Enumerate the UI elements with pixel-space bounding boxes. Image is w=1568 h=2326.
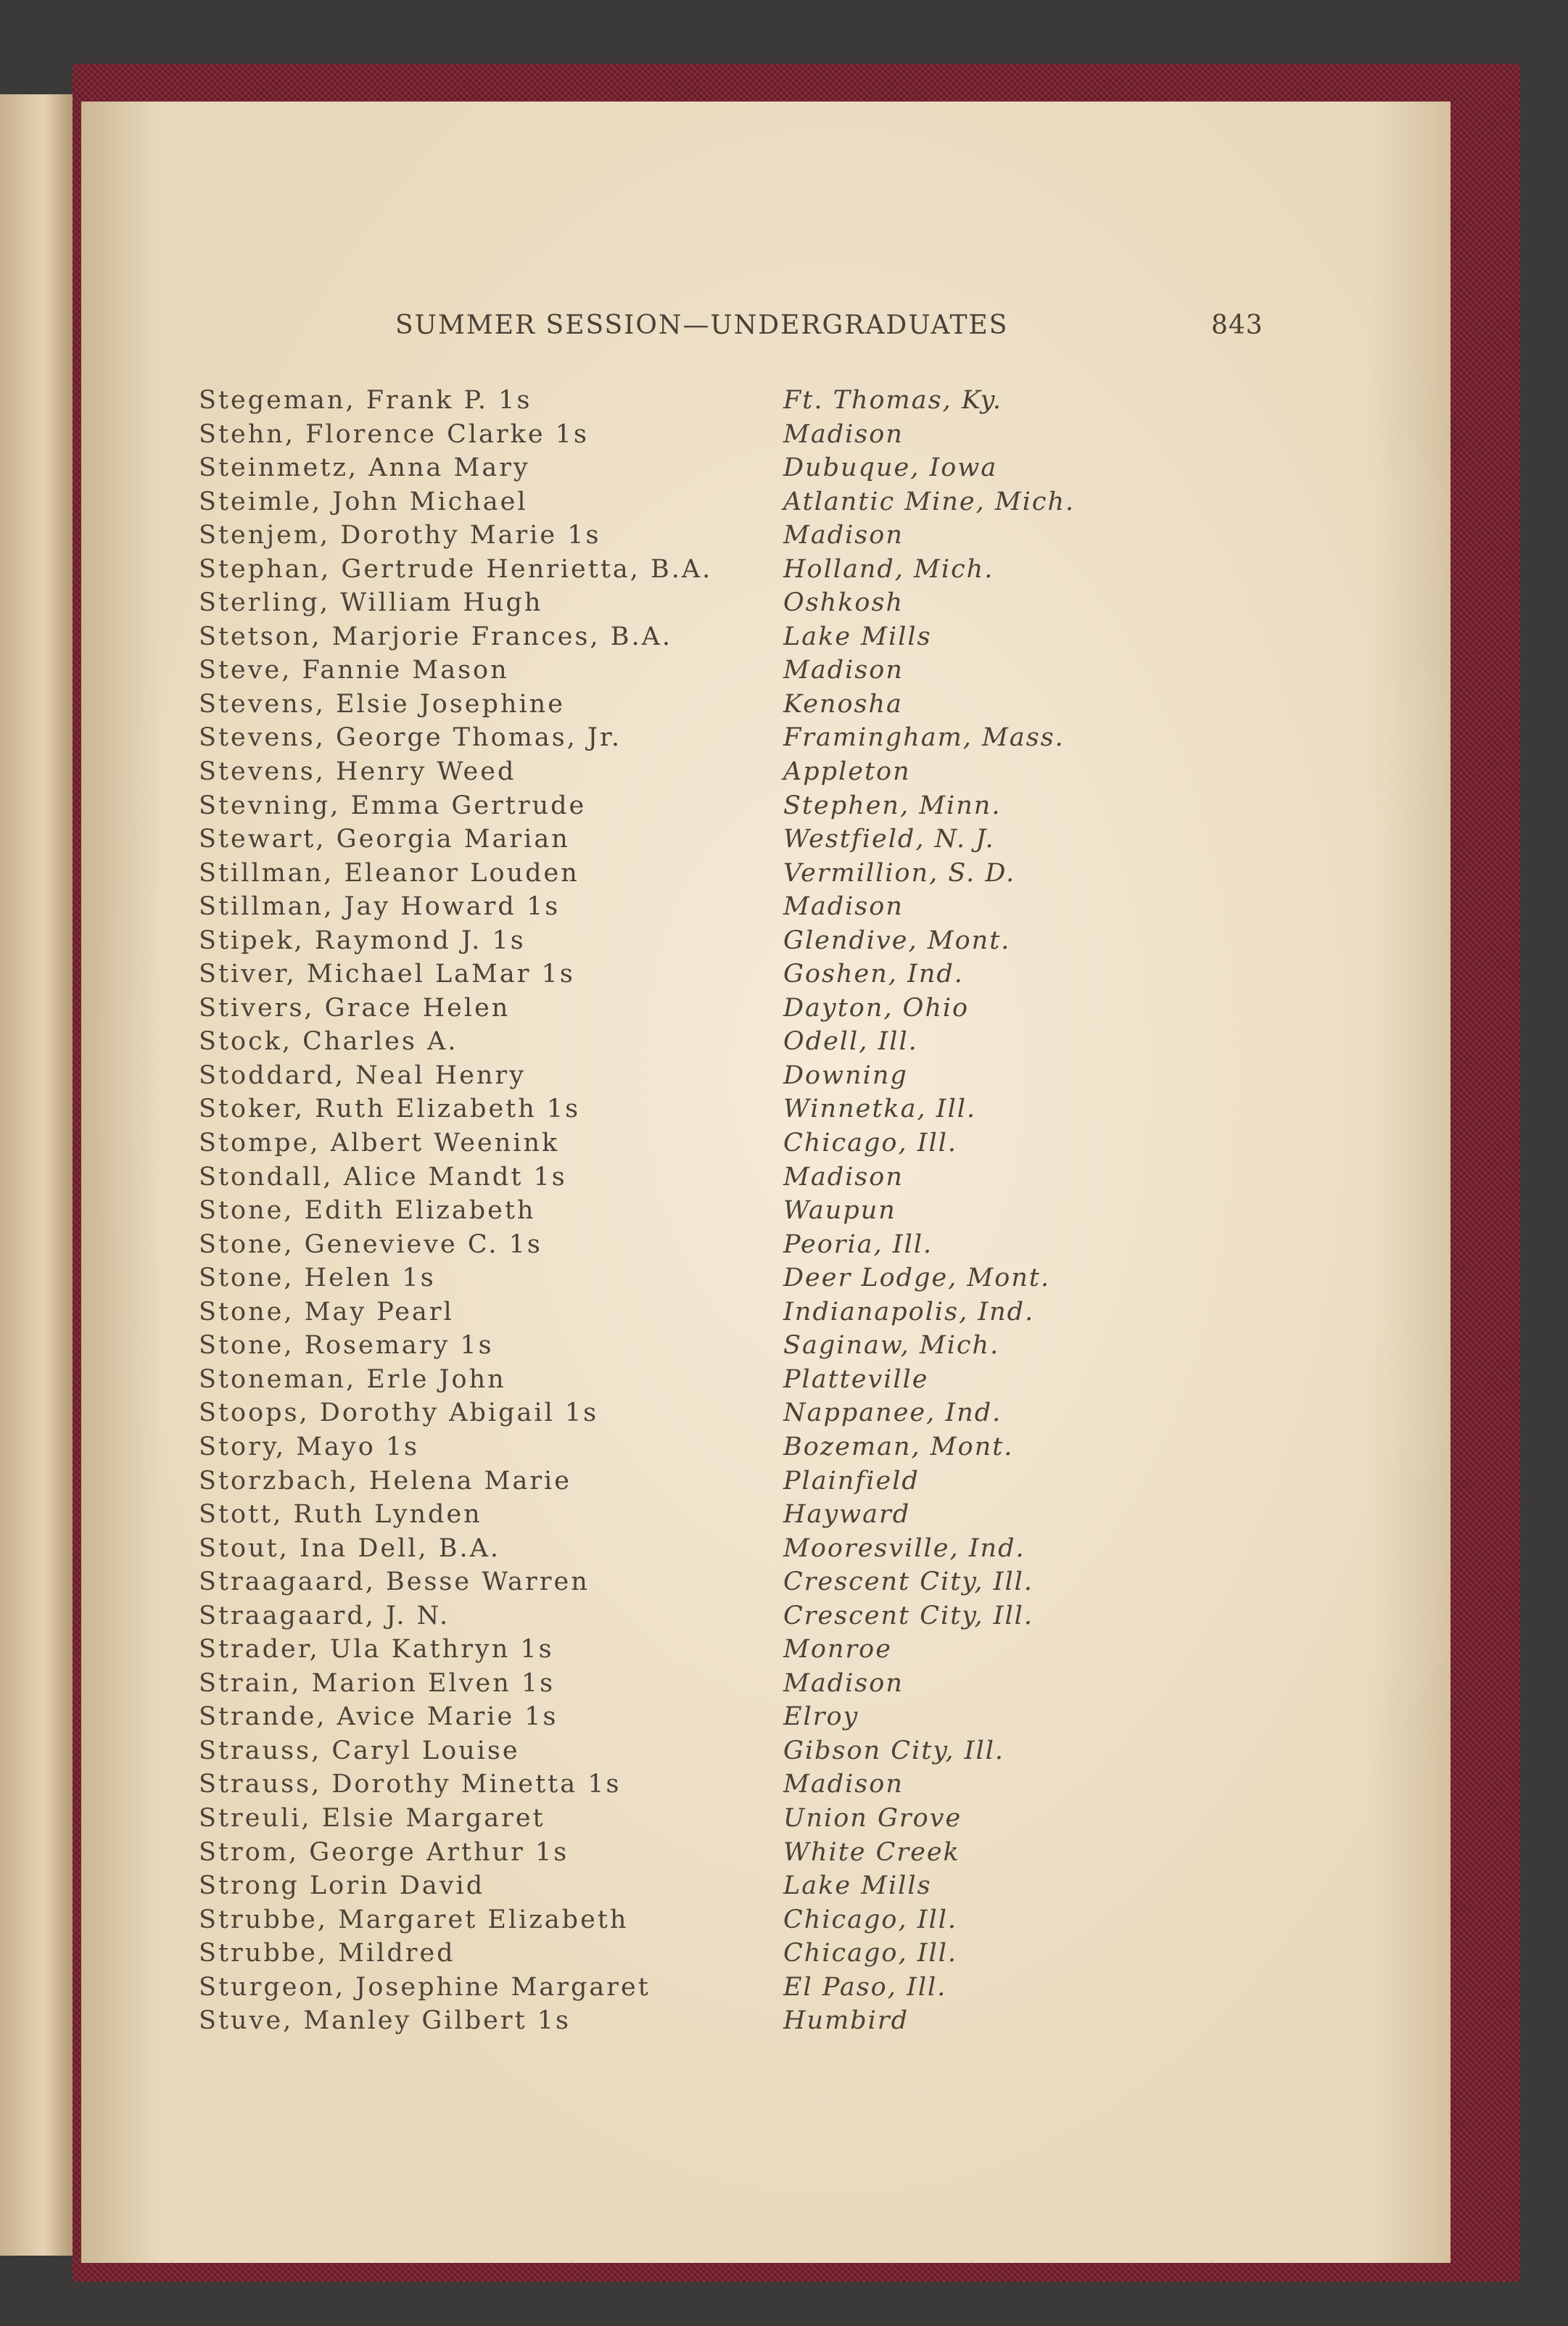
list-item (199, 622, 1113, 656)
student-hometown: Plainfield (783, 1466, 920, 1496)
student-hometown: Platteville (783, 1364, 929, 1394)
student-hometown: Framingham, Mass. (783, 723, 1065, 753)
student-hometown: Lake Mills (783, 1871, 932, 1901)
list-item (199, 1027, 1113, 1061)
student-name: Strauss, Dorothy Minetta 1s (199, 1770, 622, 1799)
list-item (199, 1905, 1113, 1939)
student-name: Stock, Charles A. (199, 1027, 458, 1057)
student-hometown: Waupun (783, 1196, 896, 1226)
student-name: Stoneman, Erle John (199, 1364, 506, 1394)
student-name: Straagaard, J. N. (199, 1601, 450, 1630)
page-number: 843 (1211, 310, 1263, 340)
student-hometown: El Paso, Ill. (783, 1972, 947, 2002)
list-item (199, 1871, 1113, 1905)
student-hometown: Madison (783, 521, 904, 550)
student-hometown: Mooresville, Ind. (783, 1533, 1026, 1563)
list-item (199, 1163, 1113, 1197)
student-name: Strader, Ula Kathryn 1s (199, 1635, 554, 1665)
student-name: Stillman, Jay Howard 1s (199, 892, 561, 922)
list-item (199, 1702, 1113, 1736)
student-hometown: Odell, Ill. (783, 1027, 918, 1057)
student-name: Story, Mayo 1s (199, 1432, 420, 1461)
student-hometown: White Creek (783, 1837, 960, 1867)
student-hometown: Peoria, Ill. (783, 1229, 933, 1259)
student-name: Stegeman, Frank P. 1s (199, 386, 532, 415)
student-name: Steinmetz, Anna Mary (199, 453, 530, 483)
list-item (199, 1263, 1113, 1298)
list-item (199, 1567, 1113, 1601)
student-name: Strom, George Arthur 1s (199, 1837, 569, 1867)
student-name: Stoops, Dorothy Abigail 1s (199, 1398, 599, 1428)
student-name: Strubbe, Mildred (199, 1939, 455, 1968)
student-name: Straagaard, Besse Warren (199, 1567, 590, 1597)
list-item (199, 926, 1113, 960)
student-name: Stoddard, Neal Henry (199, 1060, 526, 1090)
student-name: Stevens, George Thomas, Jr. (199, 723, 622, 753)
student-name: Strauss, Caryl Louise (199, 1736, 520, 1765)
student-hometown: Chicago, Ill. (783, 1129, 958, 1158)
student-name: Stiver, Michael LaMar 1s (199, 960, 575, 989)
student-name: Stone, Helen 1s (199, 1263, 436, 1293)
student-hometown: Winnetka, Ill. (783, 1094, 977, 1124)
student-name: Stondall, Alice Mandt 1s (199, 1162, 567, 1192)
student-name: Stone, May Pearl (199, 1297, 454, 1327)
list-item (199, 1534, 1113, 1568)
student-hometown: Westfield, N. J. (783, 825, 995, 854)
list-item (199, 420, 1113, 454)
student-hometown: Atlantic Mine, Mich. (783, 487, 1076, 516)
student-name: Sterling, William Hugh (199, 588, 543, 618)
header-title: SUMMER SESSION—UNDERGRADUATES (395, 310, 1009, 340)
student-hometown: Union Grove (783, 1803, 962, 1833)
list-item (199, 1398, 1113, 1432)
student-name: Strubbe, Margaret Elizabeth (199, 1905, 629, 1934)
list-item (199, 1635, 1113, 1669)
student-name: Stuve, Manley Gilbert 1s (199, 2006, 571, 2036)
list-item (199, 453, 1113, 487)
student-name: Strong Lorin David (199, 1871, 485, 1901)
student-name: Steimle, John Michael (199, 487, 528, 516)
student-hometown: Lake Mills (783, 622, 932, 651)
student-hometown: Nappanee, Ind. (783, 1398, 1002, 1428)
student-name: Stevning, Emma Gertrude (199, 791, 587, 820)
list-item (199, 1094, 1113, 1129)
student-name: Stone, Genevieve C. 1s (199, 1229, 542, 1259)
student-hometown: Holland, Mich. (783, 554, 994, 584)
list-item (199, 1601, 1113, 1636)
student-name: Stipek, Raymond J. 1s (199, 925, 526, 955)
list-item (199, 690, 1113, 724)
list-item (199, 791, 1113, 825)
student-hometown: Appleton (783, 757, 911, 787)
student-name: Streuli, Elsie Margaret (199, 1803, 545, 1833)
student-hometown: Saginaw, Mich. (783, 1331, 1000, 1361)
student-hometown: Stephen, Minn. (783, 791, 1002, 820)
student-hometown: Chicago, Ill. (783, 1905, 958, 1934)
student-hometown: Chicago, Ill. (783, 1939, 958, 1968)
list-item (199, 1467, 1113, 1501)
list-item (199, 555, 1113, 589)
student-hometown: Downing (783, 1060, 908, 1090)
list-item (199, 1669, 1113, 1703)
student-hometown: Bozeman, Mont. (783, 1432, 1014, 1461)
facing-page-edge (0, 94, 73, 2256)
list-item (199, 1129, 1113, 1163)
list-item (199, 859, 1113, 893)
list-item (199, 1365, 1113, 1399)
student-list (199, 386, 1113, 2040)
student-hometown: Madison (783, 1770, 904, 1799)
student-name: Steve, Fannie Mason (199, 656, 509, 685)
student-name: Stewart, Georgia Marian (199, 825, 570, 854)
list-item (199, 1432, 1113, 1467)
student-hometown: Madison (783, 1668, 904, 1698)
list-item (199, 757, 1113, 791)
list-item (199, 1230, 1113, 1264)
student-hometown: Dayton, Ohio (783, 993, 970, 1023)
student-name: Stivers, Grace Helen (199, 993, 511, 1023)
student-name: Stompe, Albert Weenink (199, 1129, 560, 1158)
list-item (199, 521, 1113, 555)
student-hometown: Vermillion, S. D. (783, 858, 1016, 888)
student-hometown: Crescent City, Ill. (783, 1567, 1033, 1597)
list-item (199, 960, 1113, 994)
list-item (199, 994, 1113, 1028)
student-hometown: Madison (783, 419, 904, 449)
student-hometown: Glendive, Mont. (783, 925, 1011, 955)
list-item (199, 723, 1113, 757)
list-item (199, 892, 1113, 926)
student-name: Sturgeon, Josephine Margaret (199, 1972, 651, 2002)
list-item (199, 1770, 1113, 1804)
list-item (199, 487, 1113, 521)
list-item (199, 1061, 1113, 1095)
list-item (199, 1500, 1113, 1534)
student-name: Stevens, Henry Weed (199, 757, 516, 787)
student-hometown: Dubuque, Iowa (783, 453, 998, 483)
student-hometown: Deer Lodge, Mont. (783, 1263, 1051, 1293)
list-item (199, 1838, 1113, 1872)
student-hometown: Goshen, Ind. (783, 960, 964, 989)
student-hometown: Kenosha (783, 689, 903, 719)
student-hometown: Hayward (783, 1500, 911, 1530)
student-name: Stillman, Eleanor Louden (199, 858, 579, 888)
list-item (199, 1973, 1113, 2007)
list-item (199, 588, 1113, 622)
student-hometown: Madison (783, 892, 904, 922)
student-name: Stephan, Gertrude Henrietta, B.A. (199, 554, 713, 584)
student-hometown: Crescent City, Ill. (783, 1601, 1033, 1630)
list-item (199, 1736, 1113, 1770)
student-hometown: Indianapolis, Ind. (783, 1297, 1035, 1327)
student-name: Stenjem, Dorothy Marie 1s (199, 521, 601, 550)
list-item (199, 825, 1113, 859)
student-hometown: Madison (783, 656, 904, 685)
student-name: Stone, Rosemary 1s (199, 1331, 494, 1361)
list-item (199, 1298, 1113, 1332)
student-name: Stoker, Ruth Elizabeth 1s (199, 1094, 581, 1124)
student-hometown: Madison (783, 1162, 904, 1192)
list-item (199, 2006, 1113, 2040)
student-name: Stetson, Marjorie Frances, B.A. (199, 622, 672, 651)
student-hometown: Humbird (783, 2006, 909, 2036)
list-item (199, 1804, 1113, 1838)
list-item (199, 1196, 1113, 1230)
student-name: Storzbach, Helena Marie (199, 1466, 572, 1496)
student-name: Stout, Ina Dell, B.A. (199, 1533, 500, 1563)
student-hometown: Oshkosh (783, 588, 904, 618)
student-hometown: Ft. Thomas, Ky. (783, 386, 1002, 415)
running-header (395, 310, 1266, 347)
list-item (199, 1331, 1113, 1365)
student-name: Strain, Marion Elven 1s (199, 1668, 556, 1698)
student-hometown: Elroy (783, 1702, 859, 1732)
list-item (199, 656, 1113, 690)
student-name: Strande, Avice Marie 1s (199, 1702, 558, 1732)
student-name: Stone, Edith Elizabeth (199, 1196, 536, 1226)
student-hometown: Monroe (783, 1635, 892, 1665)
list-item (199, 1939, 1113, 1973)
student-name: Stehn, Florence Clarke 1s (199, 419, 589, 449)
student-hometown: Gibson City, Ill. (783, 1736, 1005, 1765)
student-name: Stevens, Elsie Josephine (199, 689, 565, 719)
list-item (199, 386, 1113, 420)
student-name: Stott, Ruth Lynden (199, 1500, 482, 1530)
